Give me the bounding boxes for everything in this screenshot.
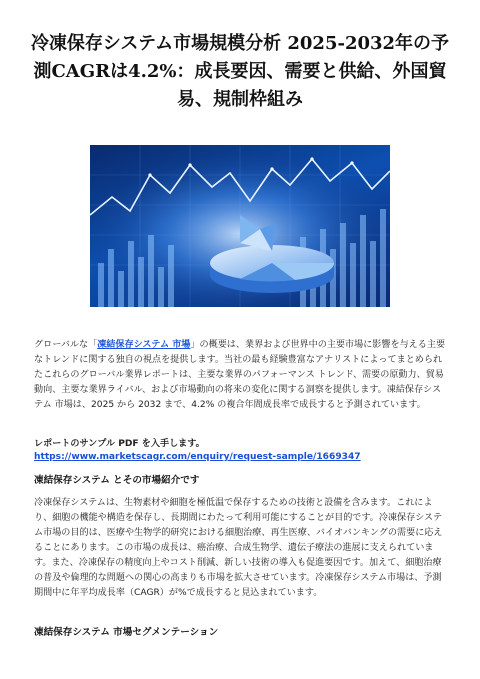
intro-body: 」の概要は、業界および世界中の主要市場に影響を与える主要なトレンドに関する独自の視点を提供します。当社の最も経験豊富なアナリストによってまとめられたこれらのグローバル業界レポートは、主要な業界のパフォーマンス トレンド、需要の原動力、貿易動向、主要な業界ライバル、および市場動向の将来の変化に関する洞察を提供します。凍結保存システム 市場は、2025 から 2032 まで、4.2% の複合年間成長率で成長すると予測されています。 [34,340,446,410]
sample-url-link[interactable]: https://www.marketscagr.com/enquiry/request-sample/1669347 [34,452,361,462]
sample-request [34,438,446,464]
section-heading-intro: 凍結保存システム とその市場紹介です [34,475,200,486]
section-heading-segmentation: 凍結保存システム 市場セグメンテーション [34,627,219,638]
market-link[interactable]: 凍結保存システム 市場 [97,340,191,350]
intro-paragraph [34,338,446,413]
intro-prefix: グローバルな「 [34,340,98,350]
document-title: 冷凍保存システム市場規模分析 2025-2032年の予測CAGRは4.2%：成長要因、需要と供給、外国貿易、規制枠組み [30,33,450,110]
section-intro-paragraph: 冷凍保存システムは、生物素材や細胞を極低温で保存するための技術と設備を含みます。これにより、細胞の機能や構造を保存し、長期間にわたって利用可能にすることが目的です。冷凍保存システム市場の目的は、医療や生物学的研究における細胞治療、再生医療、バイオバンキングの需要に応えることにあります。この市場の成長は、癌治療、合成生物学、遺伝子療法の進展に支えられています。また、冷凍保存の精度向上やコスト削減、新しい技術の導入も促進要因です。加えて、細胞治療の普及や倫理的な問題への関心の高まりも市場を拡大させています。冷凍保存システム市場は、予測期間中に年平均成長率（CAGR）が%で成長すると見込まれています。 [34,498,443,598]
business-growth-chart-image [90,145,390,307]
sample-label: レポートのサンプル PDF を入手します。 [34,439,205,449]
